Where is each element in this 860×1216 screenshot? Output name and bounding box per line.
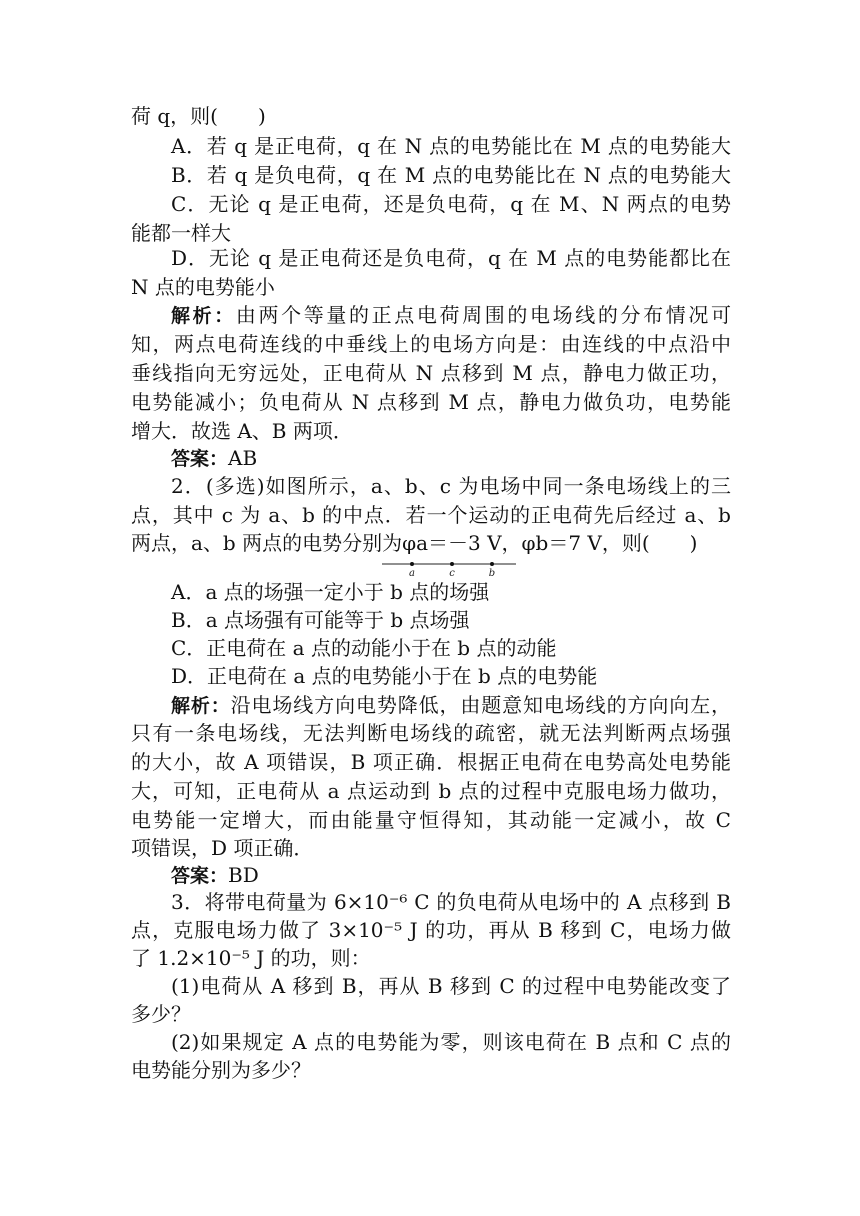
text-line: 电势能一定增大，而由能量守恒得知，其动能一定减小，故 C	[131, 808, 731, 832]
analysis-line	[171, 300, 731, 330]
option-c-line: C．无论 q 是正电荷，还是负电荷，q 在 M、N 两点的电势	[171, 192, 731, 216]
option-c-line: C．正电荷在 a 点的动能小于在 b 点的动能	[171, 636, 557, 660]
sub-question-1-line: (1)电荷从 A 移到 B，再从 B 移到 C 的过程中电势能改变了	[171, 974, 731, 998]
analysis-label: 解析：	[171, 305, 236, 327]
point-b-label: b	[488, 568, 496, 579]
text-line: 垂线指向无穷远处，正电荷从 N 点移到 M 点，静电力做正功，	[131, 361, 731, 385]
answer-line	[171, 443, 731, 473]
analysis-line	[171, 690, 731, 720]
text-line: 电势能减小；负电荷从 N 点移到 M 点，静电力做负功，电势能	[131, 390, 731, 414]
text-line: 增大．故选 A、B 两项．	[131, 419, 353, 443]
text-line: 点，其中 c 为 a、b 的中点．若一个运动的正电荷先后经过 a、b	[131, 503, 731, 527]
text-line: 大，可知，正电荷从 a 点运动到 b 点的过程中克服电场力做功，	[131, 779, 731, 803]
point-a-dot	[410, 562, 414, 566]
text-line: 项错误，D 项正确．	[131, 836, 314, 860]
answer-value: BD	[228, 863, 259, 887]
option-a-line: A．若 q 是正电荷，q 在 N 点的电势能比在 M 点的电势能大	[171, 134, 731, 158]
option-b-line: B．若 q 是负电荷，q 在 M 点的电势能比在 N 点的电势能大	[171, 163, 731, 187]
text-line: 多少？	[131, 1002, 191, 1026]
text-line: 能都一样大	[131, 221, 231, 245]
answer-line	[171, 860, 731, 890]
point-a-label: a	[409, 568, 415, 579]
point-c-dot	[450, 562, 454, 566]
option-a-line: A．a 点的场强一定小于 b 点的场强	[171, 580, 490, 604]
option-d-line: D．无论 q 是正电荷还是负电荷，q 在 M 点的电势能都比在	[171, 246, 731, 270]
point-b-dot	[490, 562, 494, 566]
option-b-line: B．a 点场强有可能等于 b 点场强	[171, 608, 470, 632]
text-line: 的大小，故 A 项错误，B 项正确．根据正电荷在电势高处电势能	[131, 750, 731, 774]
option-d-line: D．正电荷在 a 点的电势能小于在 b 点的电势能	[171, 664, 598, 688]
question-3-line: 3．将带电荷量为 6×10⁻⁶ C 的负电荷从电场中的 A 点移到 B	[171, 890, 731, 914]
answer-label: 答案：	[171, 448, 229, 470]
analysis-text: 由两个等量的正点电荷周围的电场线的分布情况可	[235, 303, 731, 327]
text-line: 两点，a、b 两点的电势分别为φa＝－3 V，φb＝7 V，则( )	[131, 531, 698, 555]
answer-value: AB	[228, 446, 258, 470]
point-c-label: c	[449, 568, 455, 579]
text-line: 荷 q，则( )	[131, 104, 266, 128]
text-line: N 点的电势能小	[131, 275, 275, 299]
text-line: 知，两点电荷连线的中垂线上的电场方向是：由连线的中点沿中	[131, 332, 731, 356]
analysis-text: 沿电场线方向电势降低，由题意知电场线的方向向左，	[230, 693, 731, 717]
text-line: 只有一条电场线，无法判断电场线的疏密，就无法判断两点场强	[131, 721, 731, 745]
analysis-label: 解析：	[171, 695, 231, 717]
text-line: 点，克服电场力做了 3×10⁻⁵ J 的功，再从 B 移到 C，电场力做	[131, 918, 731, 942]
question-2-line: 2．(多选)如图所示，a、b、c 为电场中同一条电场线上的三	[171, 474, 731, 498]
text-line: 了 1.2×10⁻⁵ J 的功，则：	[131, 946, 371, 970]
answer-label: 答案：	[171, 865, 229, 887]
sub-question-2-line: (2)如果规定 A 点的电势能为零，则该电荷在 B 点和 C 点的	[171, 1030, 731, 1054]
text-line: 电势能分别为多少？	[131, 1058, 311, 1082]
